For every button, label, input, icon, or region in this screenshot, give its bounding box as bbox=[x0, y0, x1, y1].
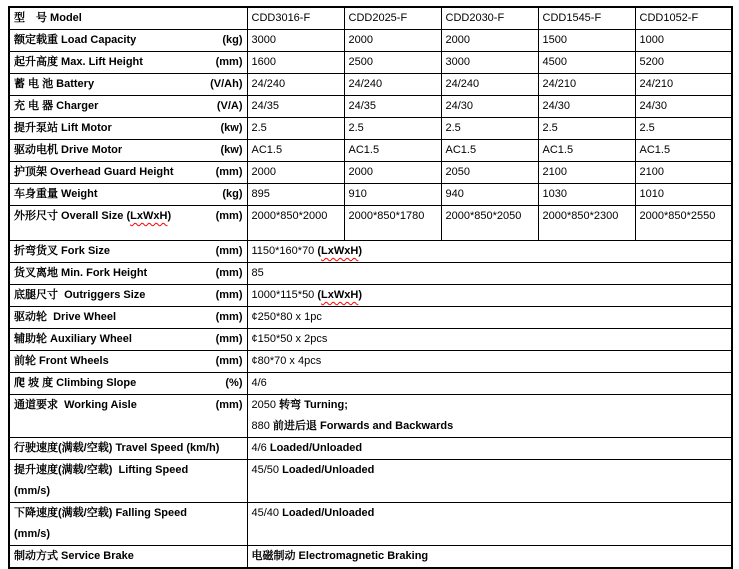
header-model-label bbox=[9, 7, 247, 30]
text-segment: ¢250*80 x 1pc bbox=[251, 311, 322, 323]
label-text: 蓄 电 池 Battery bbox=[14, 78, 95, 90]
value-text: 2100 bbox=[639, 166, 664, 178]
text-segment: Loaded/Unloaded bbox=[282, 507, 375, 519]
text-segment: 前进后退 Forwards and Backwards bbox=[272, 420, 454, 432]
value-text: 1010 bbox=[639, 188, 664, 200]
value-max-lift-height-1 bbox=[344, 52, 441, 74]
value-text: AC1.5 bbox=[348, 144, 380, 156]
value-drive-motor-4 bbox=[635, 140, 732, 162]
unit-weight: (kg) bbox=[222, 188, 243, 200]
value-outriggers-size bbox=[247, 285, 732, 307]
value-weight-4 bbox=[635, 184, 732, 206]
text-segment: ( bbox=[317, 289, 322, 301]
value-text: 24/210 bbox=[639, 78, 674, 90]
unit-auxiliary-wheel: (mm) bbox=[215, 333, 243, 345]
row-lifting-speed bbox=[9, 460, 732, 503]
text-segment: 4/6 bbox=[251, 377, 267, 389]
label-max-lift-height bbox=[9, 52, 247, 74]
label-line bbox=[14, 524, 243, 545]
value-line bbox=[252, 329, 728, 350]
text-segment: 2050 bbox=[251, 399, 280, 411]
label-text bbox=[14, 206, 171, 227]
row-battery bbox=[9, 74, 732, 96]
value-fork-size bbox=[247, 241, 732, 263]
value-battery-0 bbox=[247, 74, 344, 96]
value-charger-2 bbox=[441, 96, 538, 118]
row-auxiliary-wheel bbox=[9, 329, 732, 351]
value-line bbox=[252, 351, 728, 372]
row-travel-speed bbox=[9, 438, 732, 460]
text-segment: LxWxH bbox=[321, 245, 359, 257]
value-text: 2000 bbox=[445, 34, 470, 46]
label-line bbox=[14, 351, 243, 372]
value-load-capacity-4 bbox=[635, 30, 732, 52]
row-working-aisle bbox=[9, 395, 732, 438]
value-text: 2000 bbox=[251, 166, 276, 178]
text-segment: ) bbox=[167, 210, 172, 222]
text-segment: 外形尺寸 Overall Size ( bbox=[14, 210, 131, 222]
label-line bbox=[14, 74, 243, 95]
label-line bbox=[14, 395, 243, 416]
label-line bbox=[14, 118, 243, 139]
text-segment: 电磁制动 Electromagnetic Braking bbox=[251, 550, 429, 562]
label-line bbox=[14, 162, 243, 183]
value-overall-size-1 bbox=[344, 206, 441, 241]
row-fork-size bbox=[9, 241, 732, 263]
value-text: 2000 bbox=[348, 166, 373, 178]
label-drive-motor bbox=[9, 140, 247, 162]
value-text: 24/30 bbox=[639, 100, 668, 112]
label-weight bbox=[9, 184, 247, 206]
value-text: 940 bbox=[445, 188, 464, 200]
unit-working-aisle: (mm) bbox=[215, 399, 243, 411]
value-text: 2.5 bbox=[251, 122, 267, 134]
label-text: 起升高度 Max. Lift Height bbox=[14, 56, 143, 68]
text-segment: ) bbox=[358, 289, 362, 301]
label-battery bbox=[9, 74, 247, 96]
label-front-wheels bbox=[9, 351, 247, 373]
unit-outriggers-size: (mm) bbox=[215, 289, 243, 301]
value-load-capacity-3 bbox=[538, 30, 635, 52]
value-text: 3000 bbox=[445, 56, 470, 68]
label-service-brake bbox=[9, 546, 247, 569]
label-text: 爬 坡 度 Climbing Slope bbox=[14, 377, 137, 389]
row-weight bbox=[9, 184, 732, 206]
label-fork-size bbox=[9, 241, 247, 263]
label-line bbox=[14, 373, 243, 394]
value-auxiliary-wheel bbox=[247, 329, 732, 351]
value-text: 2000*850*2050 bbox=[445, 210, 522, 222]
row-overall-size bbox=[9, 206, 732, 241]
model-name: CDD2025-F bbox=[348, 12, 408, 24]
label-falling-speed bbox=[9, 503, 247, 546]
label-text: 辅助轮 Auxiliary Wheel bbox=[14, 333, 132, 345]
unit-climbing-slope: (%) bbox=[225, 377, 243, 389]
label-lift-motor bbox=[9, 118, 247, 140]
unit-charger: (V/A) bbox=[216, 100, 243, 112]
value-battery-4 bbox=[635, 74, 732, 96]
model-name-cell bbox=[538, 7, 635, 30]
text-segment: ¢80*70 x 4pcs bbox=[251, 355, 322, 367]
value-overall-size-3 bbox=[538, 206, 635, 241]
label-text: 制动方式 Service Brake bbox=[14, 550, 134, 562]
value-text: 5200 bbox=[639, 56, 664, 68]
label-line bbox=[14, 329, 243, 350]
row-load-capacity bbox=[9, 30, 732, 52]
label-working-aisle bbox=[9, 395, 247, 438]
value-text: AC1.5 bbox=[542, 144, 574, 156]
text-segment: 4/6 bbox=[251, 442, 270, 454]
label-line bbox=[14, 30, 243, 51]
label-text: 折弯货叉 Fork Size bbox=[14, 245, 110, 257]
model-name: CDD1545-F bbox=[542, 12, 602, 24]
model-name: CDD3016-F bbox=[251, 12, 311, 24]
row-max-lift-height bbox=[9, 52, 732, 74]
value-max-lift-height-4 bbox=[635, 52, 732, 74]
value-text: 1000 bbox=[639, 34, 664, 46]
unit-lift-motor: (kw) bbox=[220, 122, 243, 134]
unit-drive-wheel: (mm) bbox=[215, 311, 243, 323]
text-segment: ) bbox=[358, 245, 362, 257]
row-falling-speed bbox=[9, 503, 732, 546]
value-text: 24/240 bbox=[445, 78, 480, 90]
text-segment: LxWxH bbox=[321, 289, 359, 301]
value-drive-motor-3 bbox=[538, 140, 635, 162]
model-name-cell bbox=[635, 7, 732, 30]
value-text: 2.5 bbox=[639, 122, 655, 134]
value-battery-3 bbox=[538, 74, 635, 96]
text-segment: Loaded/Unloaded bbox=[269, 442, 363, 454]
value-text: 2.5 bbox=[348, 122, 364, 134]
label-text: 车身重量 Weight bbox=[14, 188, 98, 200]
model-name-cell bbox=[441, 7, 538, 30]
value-text: 3000 bbox=[251, 34, 276, 46]
value-text: 2000*850*1780 bbox=[348, 210, 425, 222]
value-overhead-guard-height-3 bbox=[538, 162, 635, 184]
value-overall-size-2 bbox=[441, 206, 538, 241]
unit-battery: (V/Ah) bbox=[210, 78, 243, 90]
value-lifting-speed bbox=[247, 460, 732, 503]
row-drive-motor bbox=[9, 140, 732, 162]
label-text: 通道要求 Working Aisle bbox=[14, 399, 137, 411]
value-text: 2.5 bbox=[445, 122, 461, 134]
label-outriggers-size bbox=[9, 285, 247, 307]
label-line bbox=[14, 241, 243, 262]
value-charger-0 bbox=[247, 96, 344, 118]
text-segment: 1150*160*70 bbox=[251, 245, 318, 257]
value-weight-0 bbox=[247, 184, 344, 206]
spec-table-body bbox=[9, 7, 732, 568]
label-load-capacity bbox=[9, 30, 247, 52]
value-drive-wheel bbox=[247, 307, 732, 329]
value-weight-2 bbox=[441, 184, 538, 206]
model-name-cell bbox=[344, 7, 441, 30]
label-overall-size bbox=[9, 206, 247, 241]
value-text: 2100 bbox=[542, 166, 567, 178]
header-row bbox=[9, 7, 732, 30]
value-min-fork-height bbox=[247, 263, 732, 285]
value-max-lift-height-0 bbox=[247, 52, 344, 74]
value-text: 1030 bbox=[542, 188, 567, 200]
value-load-capacity-2 bbox=[441, 30, 538, 52]
text-segment: ¢150*50 x 2pcs bbox=[251, 333, 328, 345]
unit-min-fork-height: (mm) bbox=[215, 267, 243, 279]
unit-load-capacity: (kg) bbox=[222, 34, 243, 46]
text-segment: ( bbox=[317, 245, 322, 257]
text-segment: LxWxH bbox=[130, 210, 168, 222]
value-text: 24/30 bbox=[542, 100, 571, 112]
value-line bbox=[252, 241, 728, 262]
text-segment: 45/40 bbox=[251, 507, 283, 519]
value-line bbox=[252, 546, 728, 567]
model-name: CDD2030-F bbox=[445, 12, 505, 24]
value-text: 2000*850*2000 bbox=[251, 210, 328, 222]
value-overall-size-0 bbox=[247, 206, 344, 241]
label-travel-speed bbox=[9, 438, 247, 460]
value-overhead-guard-height-1 bbox=[344, 162, 441, 184]
row-min-fork-height bbox=[9, 263, 732, 285]
value-falling-speed bbox=[247, 503, 732, 546]
value-line bbox=[252, 307, 728, 328]
value-text: 2.5 bbox=[542, 122, 558, 134]
value-line bbox=[252, 373, 728, 394]
value-overhead-guard-height-2 bbox=[441, 162, 538, 184]
label-line bbox=[14, 206, 243, 227]
unit-drive-motor: (kw) bbox=[220, 144, 243, 156]
value-max-lift-height-3 bbox=[538, 52, 635, 74]
value-drive-motor-0 bbox=[247, 140, 344, 162]
label-line bbox=[14, 52, 243, 73]
value-lift-motor-4 bbox=[635, 118, 732, 140]
value-text: 1600 bbox=[251, 56, 276, 68]
label-climbing-slope bbox=[9, 373, 247, 395]
value-service-brake bbox=[247, 546, 732, 569]
unit-max-lift-height: (mm) bbox=[215, 56, 243, 68]
model-name-cell bbox=[247, 7, 344, 30]
value-line bbox=[252, 395, 728, 416]
label-auxiliary-wheel bbox=[9, 329, 247, 351]
value-climbing-slope bbox=[247, 373, 732, 395]
value-line bbox=[252, 503, 728, 524]
unit-overall-size: (mm) bbox=[215, 210, 243, 222]
value-max-lift-height-2 bbox=[441, 52, 538, 74]
value-charger-4 bbox=[635, 96, 732, 118]
value-weight-3 bbox=[538, 184, 635, 206]
value-lift-motor-3 bbox=[538, 118, 635, 140]
value-text: 2500 bbox=[348, 56, 373, 68]
value-text: 910 bbox=[348, 188, 367, 200]
label-line bbox=[14, 503, 243, 524]
text-segment: 45/50 bbox=[251, 464, 283, 476]
value-load-capacity-0 bbox=[247, 30, 344, 52]
value-line bbox=[252, 460, 728, 481]
value-text: 1500 bbox=[542, 34, 567, 46]
label-text: 底腿尺寸 Outriggers Size bbox=[14, 289, 146, 301]
label-charger bbox=[9, 96, 247, 118]
value-overall-size-4 bbox=[635, 206, 732, 241]
label-line bbox=[14, 481, 243, 502]
label-line bbox=[14, 285, 243, 306]
label-text: 行驶速度(满载/空载) Travel Speed (km/h) bbox=[14, 442, 220, 454]
label-lifting-speed bbox=[9, 460, 247, 503]
value-front-wheels bbox=[247, 351, 732, 373]
row-drive-wheel bbox=[9, 307, 732, 329]
label-overhead-guard-height bbox=[9, 162, 247, 184]
row-outriggers-size bbox=[9, 285, 732, 307]
row-climbing-slope bbox=[9, 373, 732, 395]
value-charger-1 bbox=[344, 96, 441, 118]
label-text: 货叉离地 Min. Fork Height bbox=[14, 267, 148, 279]
header-model-label-line bbox=[14, 8, 243, 29]
text-segment: 转弯 Turning; bbox=[279, 399, 348, 411]
value-text: 2000 bbox=[348, 34, 373, 46]
value-text: AC1.5 bbox=[639, 144, 671, 156]
value-text: AC1.5 bbox=[445, 144, 477, 156]
header-model-label-text: 型 号 Model bbox=[14, 12, 82, 24]
label-text: 驱动电机 Drive Motor bbox=[14, 144, 123, 156]
value-lift-motor-2 bbox=[441, 118, 538, 140]
value-load-capacity-1 bbox=[344, 30, 441, 52]
label-text: 充 电 器 Charger bbox=[14, 100, 99, 112]
value-text: 24/35 bbox=[348, 100, 377, 112]
label-text: 护顶架 Overhead Guard Height bbox=[14, 166, 174, 178]
label-line bbox=[14, 140, 243, 161]
value-working-aisle bbox=[247, 395, 732, 438]
label-line bbox=[14, 96, 243, 117]
text-segment: 880 bbox=[251, 420, 273, 432]
row-overhead-guard-height bbox=[9, 162, 732, 184]
row-service-brake bbox=[9, 546, 732, 569]
label-text: (mm/s) bbox=[14, 485, 51, 497]
value-line bbox=[252, 416, 728, 437]
value-battery-1 bbox=[344, 74, 441, 96]
label-min-fork-height bbox=[9, 263, 247, 285]
value-line bbox=[252, 285, 728, 306]
value-text: 24/35 bbox=[251, 100, 280, 112]
unit-fork-size: (mm) bbox=[215, 245, 243, 257]
value-text: 2000*850*2300 bbox=[542, 210, 619, 222]
text-segment: Loaded/Unloaded bbox=[282, 464, 375, 476]
label-text: 额定载重 Load Capacity bbox=[14, 34, 137, 46]
label-text: 下降速度(满载/空载) Falling Speed bbox=[14, 507, 187, 519]
label-line bbox=[14, 263, 243, 284]
model-name: CDD1052-F bbox=[639, 12, 699, 24]
value-overhead-guard-height-0 bbox=[247, 162, 344, 184]
value-text: 2050 bbox=[445, 166, 470, 178]
row-charger bbox=[9, 96, 732, 118]
text-segment: 85 bbox=[251, 267, 264, 279]
value-text: AC1.5 bbox=[251, 144, 283, 156]
value-lift-motor-1 bbox=[344, 118, 441, 140]
label-line bbox=[14, 184, 243, 205]
spec-table bbox=[8, 6, 733, 569]
value-text: 24/240 bbox=[251, 78, 286, 90]
value-text: 24/30 bbox=[445, 100, 474, 112]
value-drive-motor-2 bbox=[441, 140, 538, 162]
value-weight-1 bbox=[344, 184, 441, 206]
label-text: 驱动轮 Drive Wheel bbox=[14, 311, 117, 323]
value-text: 2000*850*2550 bbox=[639, 210, 716, 222]
label-line bbox=[14, 307, 243, 328]
value-charger-3 bbox=[538, 96, 635, 118]
label-text: 前轮 Front Wheels bbox=[14, 355, 109, 367]
value-line bbox=[252, 438, 728, 459]
label-text: (mm/s) bbox=[14, 528, 51, 540]
label-text: 提升速度(满载/空载) Lifting Speed bbox=[14, 464, 189, 476]
value-text: 24/240 bbox=[348, 78, 383, 90]
unit-overhead-guard-height: (mm) bbox=[215, 166, 243, 178]
value-drive-motor-1 bbox=[344, 140, 441, 162]
value-text: 24/210 bbox=[542, 78, 577, 90]
value-text: 895 bbox=[251, 188, 270, 200]
value-line bbox=[252, 263, 728, 284]
value-text: 4500 bbox=[542, 56, 567, 68]
label-text: 提升泵站 Lift Motor bbox=[14, 122, 112, 134]
label-line bbox=[14, 546, 243, 567]
label-line bbox=[14, 460, 243, 481]
text-segment: 1000*115*50 bbox=[251, 289, 318, 301]
row-front-wheels bbox=[9, 351, 732, 373]
value-travel-speed bbox=[247, 438, 732, 460]
row-lift-motor bbox=[9, 118, 732, 140]
value-overhead-guard-height-4 bbox=[635, 162, 732, 184]
unit-front-wheels: (mm) bbox=[215, 355, 243, 367]
value-lift-motor-0 bbox=[247, 118, 344, 140]
label-drive-wheel bbox=[9, 307, 247, 329]
value-battery-2 bbox=[441, 74, 538, 96]
label-line bbox=[14, 438, 243, 459]
